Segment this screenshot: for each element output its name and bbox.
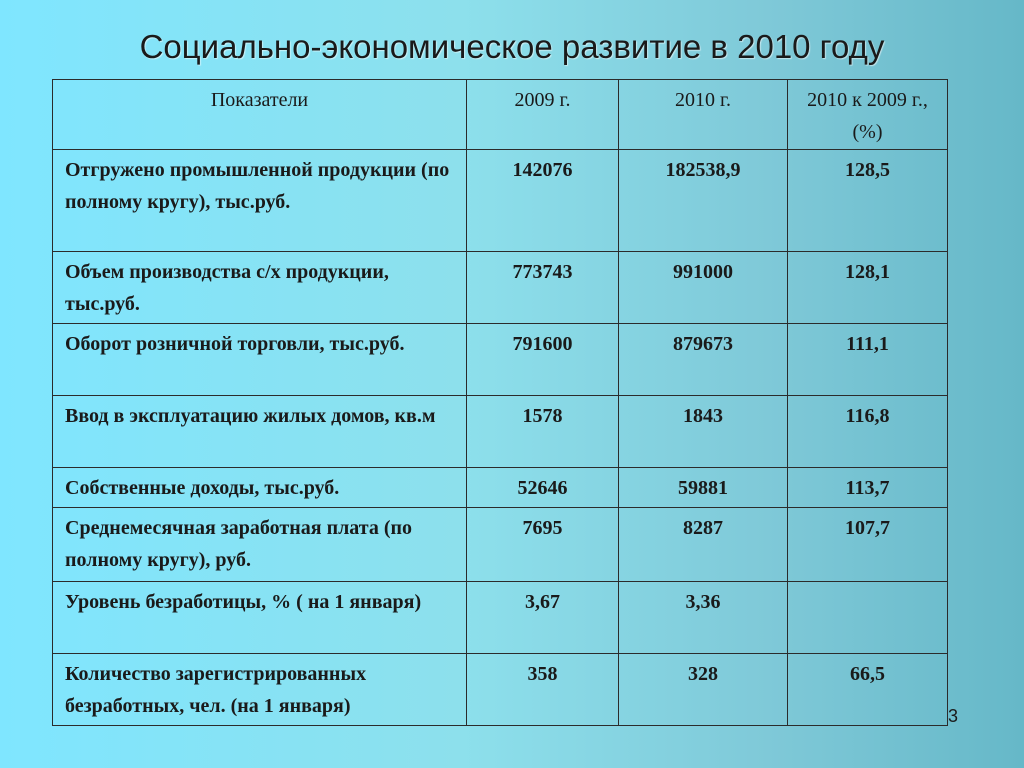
row-label: Оборот розничной торговли, тыс.руб. bbox=[53, 324, 467, 396]
page-number: 3 bbox=[948, 706, 959, 726]
value-ratio: 128,1 bbox=[788, 252, 948, 324]
value-ratio: 66,5 bbox=[788, 654, 948, 726]
value-2009: 52646 bbox=[467, 468, 619, 508]
table-row bbox=[53, 324, 948, 396]
value-2009: 791600 bbox=[467, 324, 619, 396]
value-2010: 328 bbox=[619, 654, 788, 726]
row-label: Собственные доходы, тыс.руб. bbox=[53, 468, 467, 508]
header-2010: 2010 г. bbox=[619, 80, 788, 150]
value-ratio: 116,8 bbox=[788, 396, 948, 468]
row-label: Ввод в эксплуатацию жилых домов, кв.м bbox=[53, 396, 467, 468]
table-row bbox=[53, 396, 948, 468]
value-2009: 773743 bbox=[467, 252, 619, 324]
slide-title: Социально-экономическое развитие в 2010 году bbox=[139, 28, 885, 65]
table-header-row bbox=[53, 80, 948, 150]
value-ratio: 113,7 bbox=[788, 468, 948, 508]
value-2009: 358 bbox=[467, 654, 619, 726]
table-row bbox=[53, 582, 948, 654]
value-2010: 59881 bbox=[619, 468, 788, 508]
table-row bbox=[53, 252, 948, 324]
value-2010: 879673 bbox=[619, 324, 788, 396]
header-ratio: 2010 к 2009 г., (%) bbox=[788, 80, 948, 150]
header-indicators: Показатели bbox=[53, 80, 467, 150]
header-2009: 2009 г. bbox=[467, 80, 619, 150]
row-label: Уровень безработицы, % ( на 1 января) bbox=[53, 582, 467, 654]
row-label: Объем производства с/х продукции, тыс.руб. bbox=[53, 252, 467, 324]
value-2010: 3,36 bbox=[619, 582, 788, 654]
row-label: Количество зарегистрированных безработных, чел. (на 1 января) bbox=[53, 654, 467, 726]
value-ratio bbox=[788, 582, 948, 654]
row-label: Среднемесячная заработная плата (по полному кругу), руб. bbox=[53, 508, 467, 582]
value-ratio: 107,7 bbox=[788, 508, 948, 582]
value-2009: 7695 bbox=[467, 508, 619, 582]
table-row bbox=[53, 654, 948, 726]
value-2010: 182538,9 bbox=[619, 150, 788, 252]
value-2010: 991000 bbox=[619, 252, 788, 324]
value-2009: 3,67 bbox=[467, 582, 619, 654]
value-2009: 1578 bbox=[467, 396, 619, 468]
indicators-table bbox=[52, 79, 948, 726]
table-row bbox=[53, 468, 948, 508]
value-2010: 1843 bbox=[619, 396, 788, 468]
value-2009: 142076 bbox=[467, 150, 619, 252]
table-row bbox=[53, 150, 948, 252]
value-ratio: 128,5 bbox=[788, 150, 948, 252]
value-ratio: 111,1 bbox=[788, 324, 948, 396]
row-label: Отгружено промышленной продукции (по полному кругу), тыс.руб. bbox=[53, 150, 467, 252]
table-row bbox=[53, 508, 948, 582]
value-2010: 8287 bbox=[619, 508, 788, 582]
